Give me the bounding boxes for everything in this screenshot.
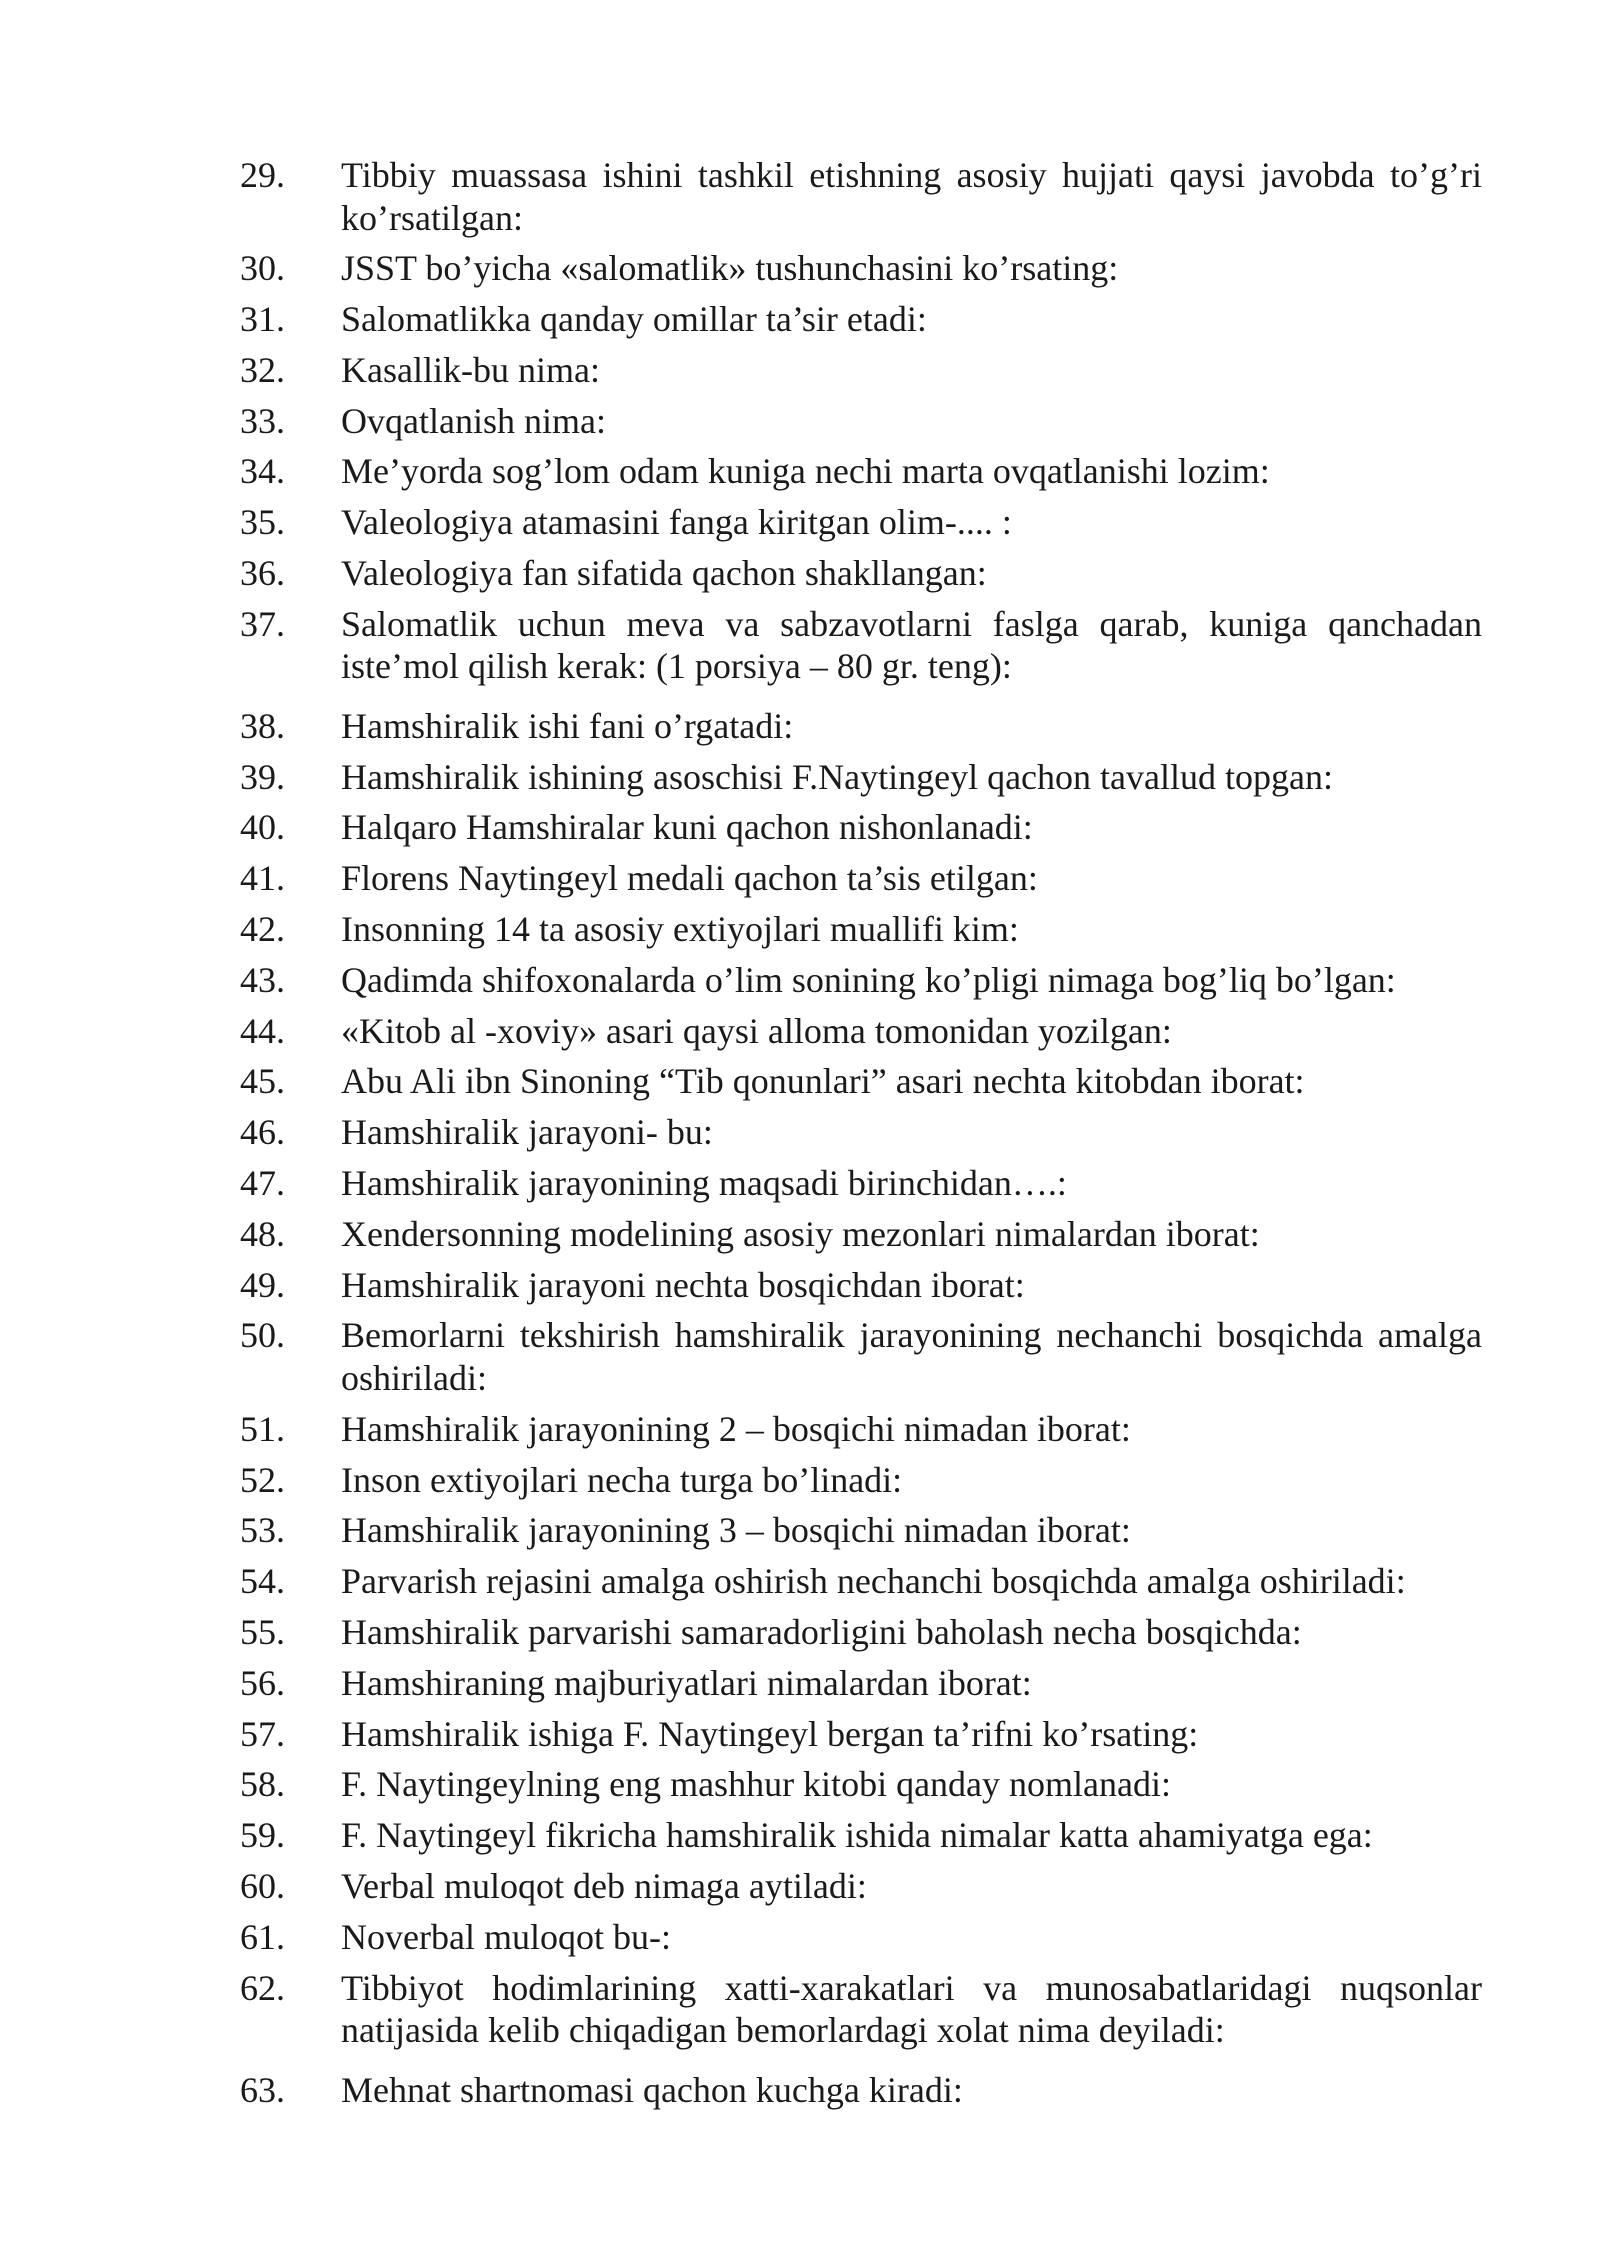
list-item <box>0 450 1600 493</box>
item-number: 40. <box>240 807 285 848</box>
item-text: JSST bo’yicha «salomatlik» tushunchasini ko’rsating: <box>341 248 1119 289</box>
item-text: Abu Ali ibn Sinoning “Tib qonunlari” asari nechta kitobdan iborat: <box>341 1061 1305 1102</box>
list-item <box>0 959 1600 1002</box>
item-text: Salomatlik uchun meva va sabzavotlarni faslga qarab, kuniga qanchadan iste’mol qilish kerak: (1 porsiya – 80 gr. teng): <box>341 603 1482 687</box>
list-item <box>0 806 1600 849</box>
item-text: Xendersonning modelining asosiy mezonlari nimalardan iborat: <box>341 1213 1260 1254</box>
item-text: Halqaro Hamshiralar kuni qachon nishonlanadi: <box>341 807 1033 848</box>
item-number: 51. <box>240 1408 285 1449</box>
item-number: 59. <box>240 1815 285 1856</box>
item-number: 58. <box>240 1764 285 1805</box>
list-item <box>0 1264 1600 1307</box>
item-text: Salomatlikka qanday omillar ta’sir etadi: <box>341 299 927 340</box>
item-number: 54. <box>240 1561 285 1602</box>
list-item <box>0 1967 1600 2052</box>
item-number: 36. <box>240 553 285 594</box>
item-number: 47. <box>240 1163 285 1204</box>
item-number: 43. <box>240 959 285 1000</box>
list-item <box>0 1916 1600 1959</box>
item-text: Tibbiy muassasa ishini tashkil etishning asosiy hujjati qaysi javobda to’g’ri ko’rsatilgan: <box>341 155 1482 238</box>
list-item <box>0 1763 1600 1806</box>
list-item <box>0 1162 1600 1205</box>
item-number: 42. <box>240 909 285 950</box>
item-text: Hamshiralik jarayonining 3 – bosqichi nimadan iborat: <box>341 1510 1131 1551</box>
list-item <box>0 1111 1600 1154</box>
list-item <box>0 247 1600 290</box>
list-item <box>0 1060 1600 1103</box>
list-item <box>0 857 1600 900</box>
item-text: Florens Naytingeyl medali qachon ta’sis etilgan: <box>341 858 1038 899</box>
item-number: 60. <box>240 1865 285 1906</box>
list-item <box>0 1611 1600 1654</box>
item-number: 55. <box>240 1611 285 1652</box>
item-number: 44. <box>240 1010 285 1051</box>
item-number: 46. <box>240 1112 285 1153</box>
list-item <box>0 552 1600 595</box>
item-number: 32. <box>240 349 285 390</box>
list-item <box>0 1408 1600 1451</box>
list-item <box>0 298 1600 341</box>
item-number: 48. <box>240 1213 285 1254</box>
item-number: 30. <box>240 248 285 289</box>
item-number: 56. <box>240 1662 285 1703</box>
item-number: 29. <box>240 155 285 195</box>
item-text: Hamshiralik jarayonining 2 – bosqichi nimadan iborat: <box>341 1408 1131 1449</box>
list-item <box>0 1865 1600 1908</box>
item-text: Ovqatlanish nima: <box>341 400 606 441</box>
list-item <box>0 349 1600 392</box>
list-item <box>0 1213 1600 1256</box>
item-number: 61. <box>240 1916 285 1957</box>
item-number: 62. <box>240 1967 285 2008</box>
item-number: 49. <box>240 1264 285 1305</box>
list-item <box>0 1314 1600 1399</box>
item-number: 33. <box>240 400 285 441</box>
item-number: 50. <box>240 1315 285 1356</box>
item-text: «Kitob al -xoviy» asari qaysi alloma tomonidan yozilgan: <box>341 1010 1172 1051</box>
item-number: 52. <box>240 1459 285 1500</box>
list-item <box>0 1509 1600 1552</box>
item-text: Inson extiyojlari necha turga bo’linadi: <box>341 1459 903 1500</box>
item-text: Valeologiya fan sifatida qachon shakllangan: <box>341 553 987 594</box>
list-item <box>0 908 1600 951</box>
item-text: Bemorlarni tekshirish hamshiralik jarayonining nechanchi bosqichda amalga oshiriladi: <box>341 1315 1482 1398</box>
item-text: Verbal muloqot deb nimaga aytiladi: <box>341 1865 867 1906</box>
item-number: 57. <box>240 1713 285 1754</box>
item-text: Hamshiralik ishining asoschisi F.Naytingeyl qachon tavallud topgan: <box>341 756 1333 797</box>
list-item <box>0 603 1600 688</box>
list-item <box>0 1662 1600 1705</box>
item-text: Hamshiralik jarayoni nechta bosqichdan iborat: <box>341 1264 1025 1305</box>
item-text: Kasallik-bu nima: <box>341 349 600 390</box>
item-text: Hamshiralik jarayonining maqsadi birinchidan….: <box>341 1163 1067 1204</box>
item-text: Valeologiya atamasini fanga kiritgan olim-.... : <box>341 502 1012 543</box>
item-text: Me’yorda sog’lom odam kuniga nechi marta ovqatlanishi lozim: <box>341 451 1270 492</box>
list-item <box>0 1459 1600 1502</box>
item-text: Tibbiyot hodimlarining xatti-xarakatlari va munosabatlaridagi nuqsonlar natijasida kelib chiqadigan bemorlardagi xolat nima deyiladi: <box>341 1967 1482 2050</box>
item-text: Qadimda shifoxonalarda o’lim sonining ko’pligi nimaga bog’liq bo’lgan: <box>341 959 1396 1000</box>
item-number: 35. <box>240 502 285 543</box>
list-item <box>0 501 1600 544</box>
item-number: 39. <box>240 756 285 797</box>
list-item <box>0 1560 1600 1603</box>
item-number: 63. <box>240 2069 285 2110</box>
item-text: F. Naytingeylning eng mashhur kitobi qanday nomlanadi: <box>341 1764 1171 1805</box>
item-text: Hamshiralik parvarishi samaradorligini baholash necha bosqichda: <box>341 1611 1302 1652</box>
item-text: Parvarish rejasini amalga oshirish nechanchi bosqichda amalga oshiriladi: <box>341 1561 1406 1602</box>
item-text: Hamshiralik jarayoni- bu: <box>341 1112 713 1153</box>
item-text: Hamshiraning majburiyatlari nimalardan iborat: <box>341 1662 1032 1703</box>
list-item <box>0 705 1600 748</box>
list-item <box>0 1814 1600 1857</box>
item-text: Hamshiralik ishiga F. Naytingeyl bergan ta’rifni ko’rsating: <box>341 1713 1199 1754</box>
item-number: 31. <box>240 299 285 340</box>
list-item <box>0 2069 1600 2112</box>
list-item <box>0 400 1600 443</box>
list-item <box>0 756 1600 799</box>
question-list <box>0 154 1600 2119</box>
list-item <box>0 154 1600 239</box>
list-item <box>0 1010 1600 1053</box>
item-number: 45. <box>240 1061 285 1102</box>
item-number: 38. <box>240 705 285 746</box>
item-text: Hamshiralik ishi fani o’rgatadi: <box>341 705 794 746</box>
item-number: 34. <box>240 451 285 492</box>
item-text: Mehnat shartnomasi qachon kuchga kiradi: <box>341 2069 963 2110</box>
item-number: 53. <box>240 1510 285 1551</box>
item-number: 41. <box>240 858 285 899</box>
item-text: Noverbal muloqot bu-: <box>341 1916 671 1957</box>
item-text: F. Naytingeyl fikricha hamshiralik ishida nimalar katta ahamiyatga ega: <box>341 1815 1373 1856</box>
list-item <box>0 1713 1600 1756</box>
item-text: Insonning 14 ta asosiy extiyojlari muallifi kim: <box>341 909 1019 950</box>
item-number: 37. <box>240 603 285 644</box>
